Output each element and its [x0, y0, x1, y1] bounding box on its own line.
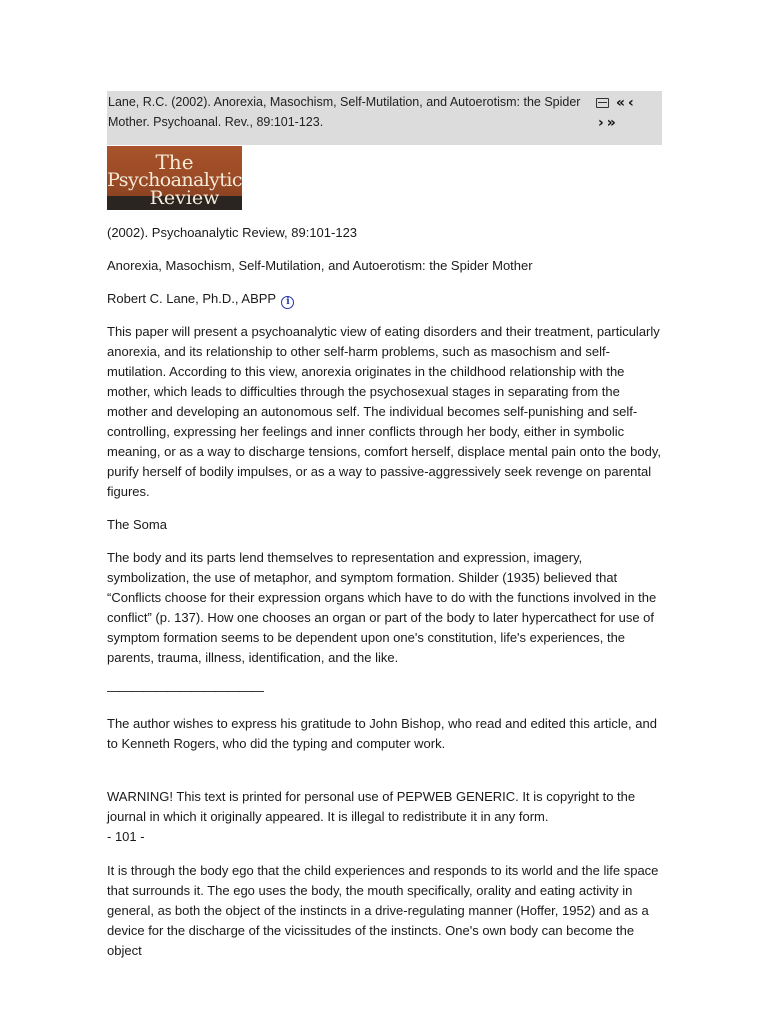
- printer-icon[interactable]: [596, 98, 609, 108]
- source-citation: (2002). Psychoanalytic Review, 89:101-123: [107, 225, 358, 240]
- navigation-icons: [596, 93, 656, 133]
- abstract-paragraph: This paper will present a psychoanalytic view of eating disorders and their treatment, particularly anorexia, and its relationship to other self-harm problems, such as masochism and self-mutilation. According to this view, anorexia originates in the childhood relationship with the mother, which leads to difficulties through the psychosexual stages in separating from the mother and developing an autonomous self. The individual becomes self-punishing and self-controlling, expressing her feelings and inner conflicts through her body, either in symbolic meaning, or as a way to discharge tensions, comfort herself, displace mental pain onto the body, purify herself of bodily impulses, or as a way to passive-aggressively seek revenge on parental figures.: [107, 324, 662, 499]
- logo-text-psychoanalytic: Psychoanalytic: [107, 169, 242, 191]
- section-heading: The Soma: [107, 517, 167, 532]
- footnote-rule: —————————————: [107, 683, 263, 698]
- journal-logo: [107, 146, 242, 210]
- document-page: [107, 91, 662, 961]
- citation-bar: [107, 91, 662, 145]
- logo-text-the: The: [155, 150, 194, 174]
- article-title: Anorexia, Masochism, Self-Mutilation, and Autoerotism: the Spider Mother: [107, 258, 533, 273]
- citation-text: [108, 92, 593, 132]
- copyright-warning: WARNING! This text is printed for personal use of PEPWEB GENERIC. It is copyright to the journal in which it originally appeared. It is illegal to redistribute it in any form.: [107, 789, 636, 824]
- author-info-icon[interactable]: i: [281, 296, 294, 309]
- first-page-icon[interactable]: «: [616, 95, 624, 111]
- author-line: [107, 289, 662, 309]
- acknowledgement-footnote: The author wishes to express his gratitude to John Bishop, who read and edited this article, and to Kenneth Rogers, who did the typing and computer work.: [107, 716, 657, 751]
- logo-text-review: Review: [149, 187, 220, 209]
- page-number: - 101 -: [107, 829, 145, 844]
- section-paragraph: The body and its parts lend themselves to representation and expression, imagery, symbolization, the use of metaphor, and symptom formation. Shilder (1935) believed that “Conflicts choose for their expression organs which have to do with the functions involved in the conflict” (p. 137). How one chooses an organ or part of the body to later hypercathect for use of symptom formation seems to be dependent upon one's constitution, life's experiences, the parents, trauma, illness, identification, and the like.: [107, 550, 657, 665]
- next-page-icon[interactable]: ›: [598, 115, 602, 131]
- citation-line-1: Lane, R.C. (2002). Anorexia, Masochism, Self-Mutilation, and Autoerotism: the Spider: [108, 95, 581, 109]
- previous-page-icon[interactable]: ‹: [628, 95, 632, 111]
- body-paragraph: It is through the body ego that the child experiences and responds to its world and the life space that surrounds it. The ego uses the body, the mouth specifically, orality and eating activity in general, as both the object of the instincts in a drive-regulating manner (Hoffer, 1952) and as a device for the discharge of the vicissitudes of the instincts. One's own body can become the object: [107, 863, 659, 958]
- last-page-icon[interactable]: »: [606, 115, 614, 131]
- citation-line-2: Mother. Psychoanal. Rev., 89:101-123.: [108, 115, 324, 129]
- author-name: Robert C. Lane, Ph.D., ABPP: [107, 291, 276, 306]
